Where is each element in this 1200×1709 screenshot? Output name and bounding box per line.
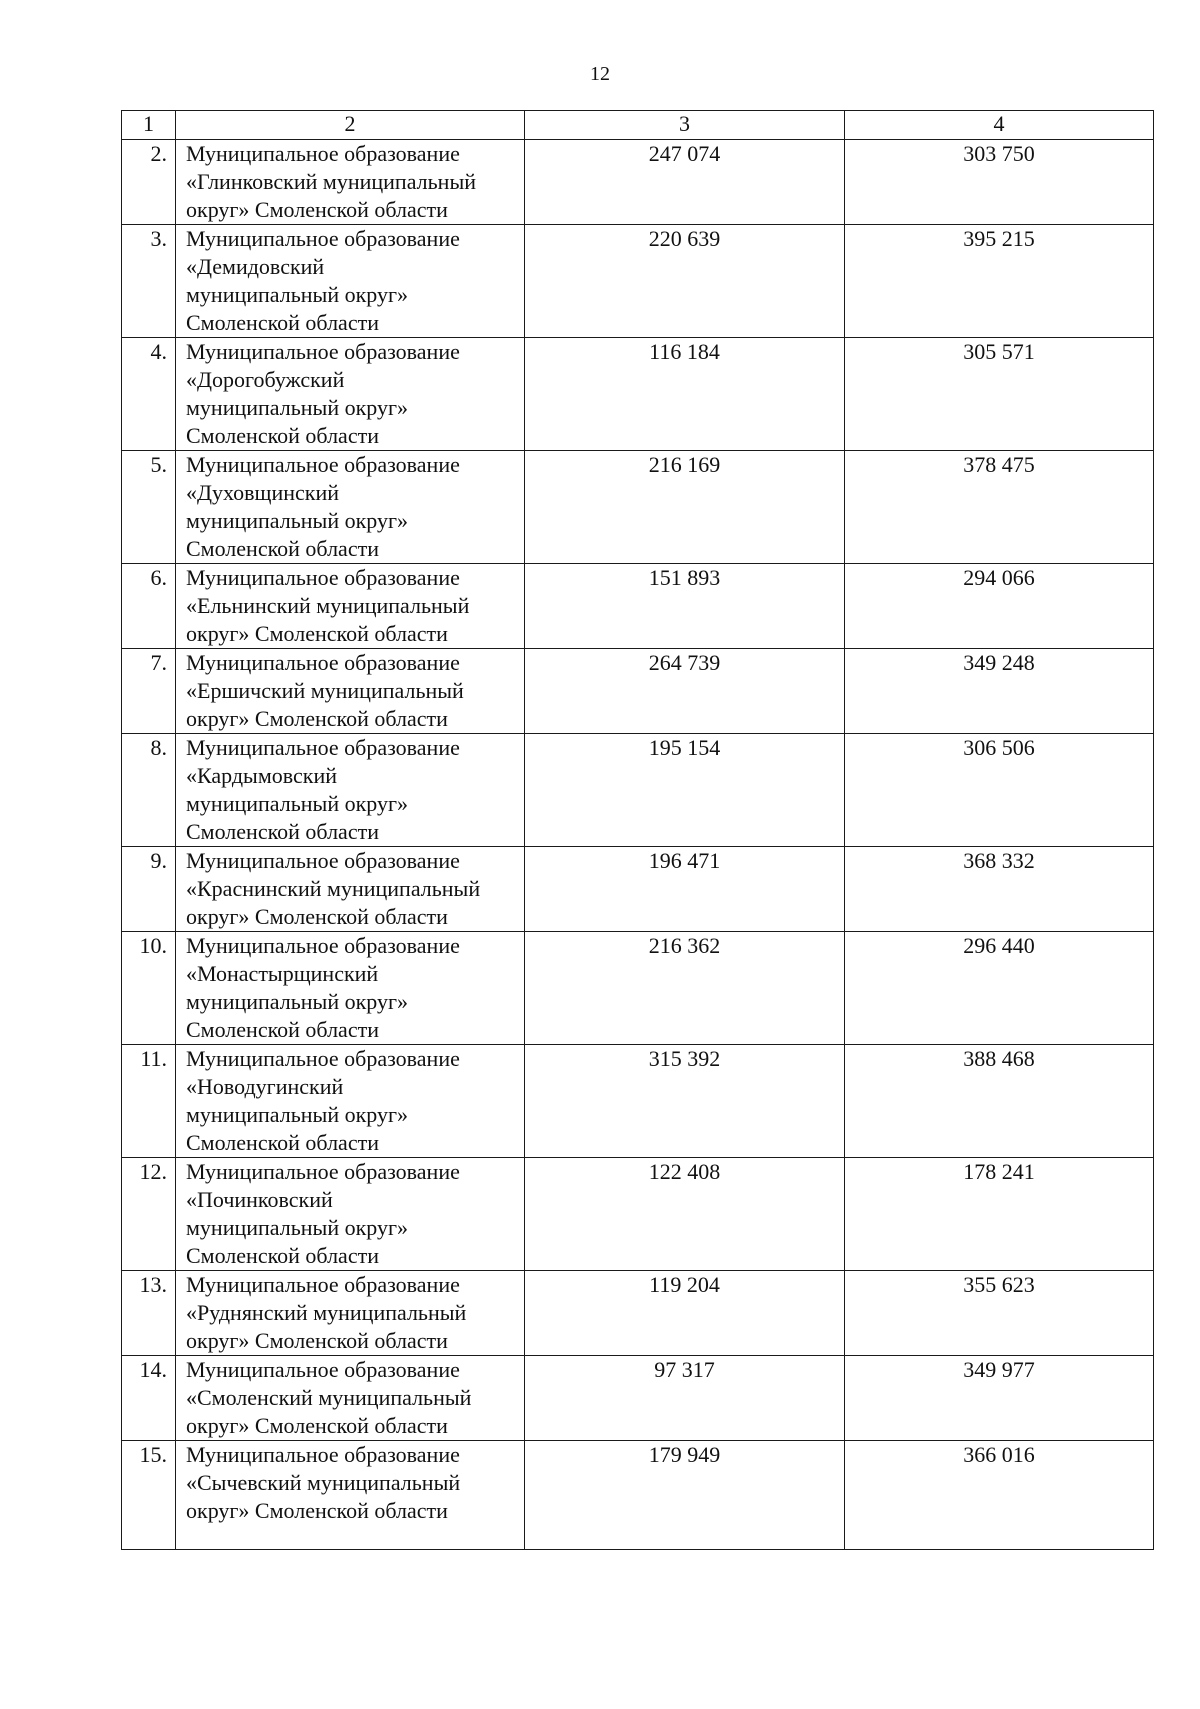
table-row [122, 932, 1154, 1045]
municipality-name [176, 564, 525, 649]
row-number: 10. [122, 932, 176, 1045]
row-number: 14. [122, 1356, 176, 1441]
municipality-name-line: округ» Смоленской области [186, 1328, 448, 1353]
municipality-name [176, 847, 525, 932]
column-header-2: 2 [176, 111, 525, 140]
municipality-name [176, 1356, 525, 1441]
table-row [122, 1356, 1154, 1441]
municipality-name [176, 932, 525, 1045]
value-column-4: 349 248 [845, 649, 1154, 734]
table-row [122, 1441, 1154, 1550]
municipality-name [176, 225, 525, 338]
table-row [122, 225, 1154, 338]
value-column-4: 303 750 [845, 140, 1154, 225]
column-header-1: 1 [122, 111, 176, 140]
municipality-name-line: «Ельнинский муниципальный [186, 593, 470, 618]
municipality-name-line: округ» Смоленской области [186, 197, 448, 222]
row-number: 5. [122, 451, 176, 564]
table-row [122, 451, 1154, 564]
table-row [122, 847, 1154, 932]
row-number: 3. [122, 225, 176, 338]
municipality-name-line: Муниципальное образование [186, 226, 460, 251]
municipality-name [176, 1441, 525, 1550]
municipality-name-line: Смоленской области [186, 423, 379, 448]
municipality-name-line: «Духовщинский [186, 480, 340, 505]
municipality-name-line: Муниципальное образование [186, 848, 460, 873]
value-column-3: 119 204 [525, 1271, 845, 1356]
value-column-4: 355 623 [845, 1271, 1154, 1356]
value-column-4: 178 241 [845, 1158, 1154, 1271]
municipality-name-line: Смоленской области [186, 1017, 379, 1042]
municipality-name-line: «Дорогобужский [186, 367, 345, 392]
municipality-name [176, 1271, 525, 1356]
value-column-3: 216 169 [525, 451, 845, 564]
municipality-name-line: Муниципальное образование [186, 565, 460, 590]
municipality-name-line: Муниципальное образование [186, 1159, 460, 1184]
municipality-name [176, 1045, 525, 1158]
municipality-name-line: «Сычевский муниципальный [186, 1470, 461, 1495]
municipality-name-line: Муниципальное образование [186, 141, 460, 166]
value-column-3: 116 184 [525, 338, 845, 451]
municipality-name-line: муниципальный округ» [186, 282, 409, 307]
row-number: 12. [122, 1158, 176, 1271]
municipality-name-line: округ» Смоленской области [186, 621, 448, 646]
municipality-name-line: «Краснинский муниципальный [186, 876, 481, 901]
value-column-4: 349 977 [845, 1356, 1154, 1441]
municipality-name-line: Муниципальное образование [186, 650, 460, 675]
value-column-3: 179 949 [525, 1441, 845, 1550]
value-column-4: 366 016 [845, 1441, 1154, 1550]
municipality-name-line: Муниципальное образование [186, 339, 460, 364]
row-number: 4. [122, 338, 176, 451]
table-row [122, 1271, 1154, 1356]
value-column-3: 216 362 [525, 932, 845, 1045]
municipality-name-line: Муниципальное образование [186, 933, 460, 958]
municipality-name-line: Смоленской области [186, 536, 379, 561]
municipality-name-line: Смоленской области [186, 1243, 379, 1268]
table-row [122, 1045, 1154, 1158]
municipality-name-line: Муниципальное образование [186, 452, 460, 477]
table-row [122, 1158, 1154, 1271]
municipality-name-line: муниципальный округ» [186, 508, 409, 533]
municipality-name-line: Муниципальное образование [186, 735, 460, 760]
value-column-3: 315 392 [525, 1045, 845, 1158]
municipality-name-line: «Кардымовский [186, 763, 338, 788]
table-row [122, 649, 1154, 734]
value-column-3: 196 471 [525, 847, 845, 932]
row-number: 13. [122, 1271, 176, 1356]
municipality-name-line: округ» Смоленской области [186, 1413, 448, 1438]
table-row [122, 564, 1154, 649]
value-column-3: 122 408 [525, 1158, 845, 1271]
municipality-name-line: «Демидовский [186, 254, 325, 279]
table-row [122, 140, 1154, 225]
municipality-name [176, 140, 525, 225]
value-column-3: 264 739 [525, 649, 845, 734]
table-header-row [122, 111, 1154, 140]
row-number: 2. [122, 140, 176, 225]
row-number: 6. [122, 564, 176, 649]
table-row [122, 338, 1154, 451]
municipality-name-line: муниципальный округ» [186, 791, 409, 816]
row-number: 8. [122, 734, 176, 847]
municipality-name-line: Муниципальное образование [186, 1442, 460, 1467]
municipality-name-line: «Монастырщинский [186, 961, 379, 986]
row-number: 11. [122, 1045, 176, 1158]
municipality-name-line: Муниципальное образование [186, 1272, 460, 1297]
value-column-4: 388 468 [845, 1045, 1154, 1158]
value-column-4: 378 475 [845, 451, 1154, 564]
value-column-4: 296 440 [845, 932, 1154, 1045]
municipality-name-line: «Ершичский муниципальный [186, 678, 464, 703]
municipality-name-line: «Новодугинский [186, 1074, 344, 1099]
municipality-name [176, 338, 525, 451]
municipality-name-line: Муниципальное образование [186, 1046, 460, 1071]
value-column-3: 151 893 [525, 564, 845, 649]
value-column-4: 395 215 [845, 225, 1154, 338]
municipality-name [176, 734, 525, 847]
municipality-name [176, 1158, 525, 1271]
data-table [121, 110, 1154, 1550]
municipality-name [176, 451, 525, 564]
column-header-4: 4 [845, 111, 1154, 140]
value-column-3: 195 154 [525, 734, 845, 847]
municipality-name-line: Смоленской области [186, 819, 379, 844]
municipality-name-line: муниципальный округ» [186, 395, 409, 420]
municipality-name [176, 649, 525, 734]
municipality-name-line: «Смоленский муниципальный [186, 1385, 472, 1410]
value-column-3: 97 317 [525, 1356, 845, 1441]
municipality-name-line: округ» Смоленской области [186, 706, 448, 731]
value-column-3: 220 639 [525, 225, 845, 338]
municipality-name-line: «Глинковский муниципальный [186, 169, 477, 194]
value-column-4: 294 066 [845, 564, 1154, 649]
value-column-4: 306 506 [845, 734, 1154, 847]
municipality-name-line: «Починковский [186, 1187, 333, 1212]
municipality-name-line: округ» Смоленской области [186, 1498, 448, 1523]
row-number: 15. [122, 1441, 176, 1550]
row-number: 7. [122, 649, 176, 734]
value-column-4: 305 571 [845, 338, 1154, 451]
table-body [122, 140, 1154, 1550]
value-column-3: 247 074 [525, 140, 845, 225]
municipality-name-line: Смоленской области [186, 310, 379, 335]
municipality-name-line: Муниципальное образование [186, 1357, 460, 1382]
column-header-3: 3 [525, 111, 845, 140]
municipality-name-line: Смоленской области [186, 1130, 379, 1155]
municipality-name-line: округ» Смоленской области [186, 904, 448, 929]
value-column-4: 368 332 [845, 847, 1154, 932]
municipality-name-line: муниципальный округ» [186, 1215, 409, 1240]
page-number: 12 [590, 63, 610, 85]
row-number: 9. [122, 847, 176, 932]
municipality-name-line: «Руднянский муниципальный [186, 1300, 467, 1325]
municipality-name-line: муниципальный округ» [186, 989, 409, 1014]
municipality-name-line: муниципальный округ» [186, 1102, 409, 1127]
table-row [122, 734, 1154, 847]
